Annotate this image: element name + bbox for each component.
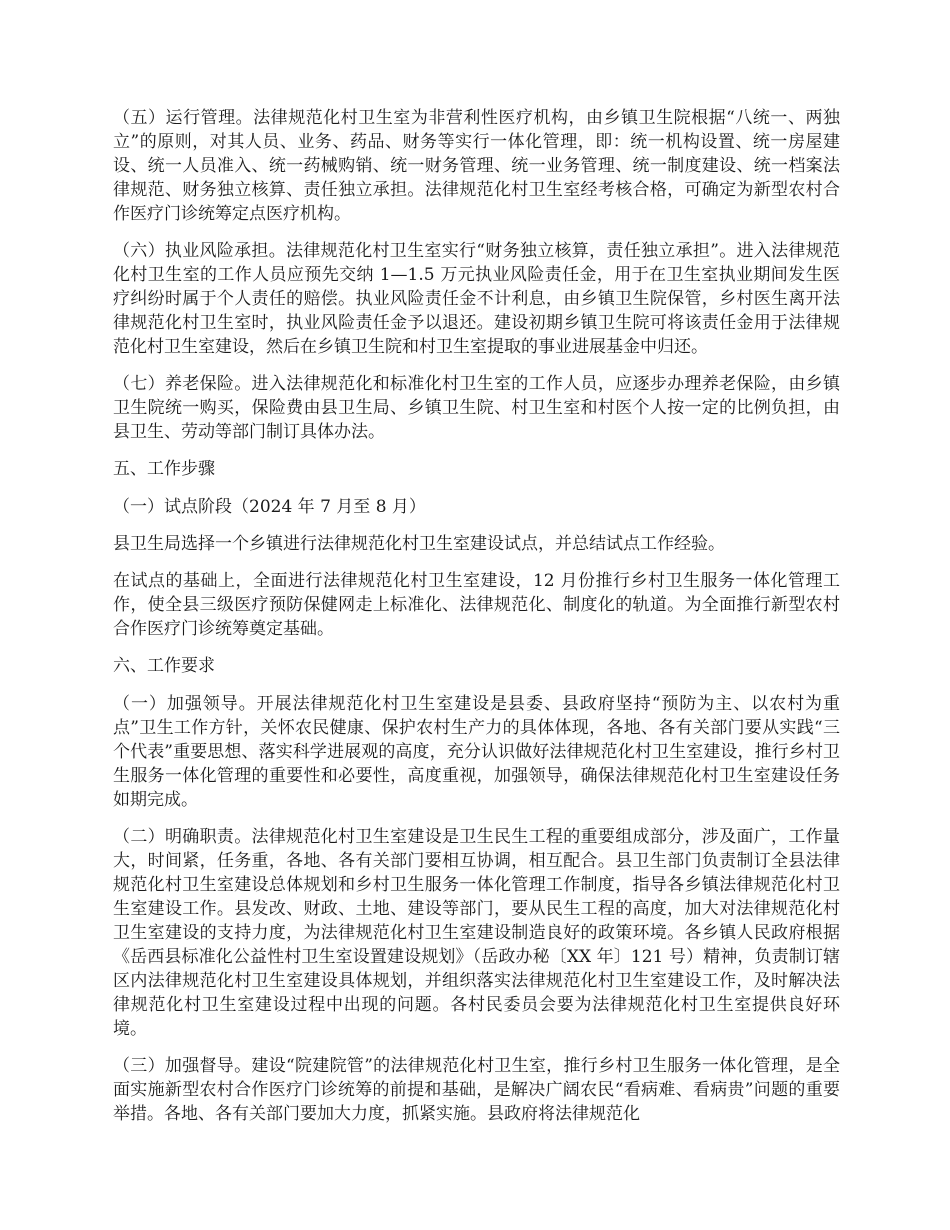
paragraph-strengthen-leadership: （一）加强领导。开展法律规范化村卫生室建设是县委、县政府坚持“预防为主、以农村为重点”卫生工作方针，关怀农民健康、保护农村生产力的具体体现，各地、各有关部门要从实践“三个代表”重要思想、落实科学进展观的高度，充分认识做好法律规范化村卫生室建设，推行乡村卫生服务一体化管理的重要性和必要性，高度重视，加强领导，确保法律规范化村卫生室建设任务如期完成。: [113, 694, 840, 810]
paragraph-operation-management: （五）运行管理。法律规范化村卫生室为非营利性医疗机构，由乡镇卫生院根据“八统一、两独立”的原则，对其人员、业务、药品、财务等实行一体化管理，即：统一机构设置、统一房屋建设、统一人员准入、统一药械购销、统一财务管理、统一业务管理、统一制度建设、统一档案法律规范、财务独立核算、责任独立承担。法律规范化村卫生室经考核合格，可确定为新型农村合作医疗门诊统筹定点医疗机构。: [113, 108, 840, 224]
section-heading-work-requirements: 六、工作要求: [113, 656, 215, 676]
section-heading-work-steps: 五、工作步骤: [113, 459, 215, 479]
paragraph-full-rollout: 在试点的基础上，全面进行法律规范化村卫生室建设，12 月份推行乡村卫生服务一体化管理工作，使全县三级医疗预防保健网走上标准化、法律规范化、制度化的轨道。为全面推行新型农村合作医疗门诊统筹奠定基础。: [113, 571, 840, 639]
paragraph-practice-risk: （六）执业风险承担。法律规范化村卫生室实行“财务独立核算，责任独立承担”。进入法律规范化村卫生室的工作人员应预先交纳 1—1.5 万元执业风险责任金，用于在卫生室执业期间发生医疗纠纷时属于个人责任的赔偿。执业风险责任金不计利息，由乡镇卫生院保管，乡村医生离开法律规范化村卫生室时，执业风险责任金予以退还。建设初期乡镇卫生院可将该责任金用于法律规范化村卫生室建设，然后在乡镇卫生院和村卫生室提取的事业进展基金中归还。: [113, 241, 840, 357]
paragraph-pilot-selection: 县卫生局选择一个乡镇进行法律规范化村卫生室建设试点，并总结试点工作经验。: [113, 534, 725, 554]
document-page: [113, 106, 840, 1139]
paragraph-clarify-duties: （二）明确职责。法律规范化村卫生室建设是卫生民生工程的重要组成部分，涉及面广，工作量大，时间紧，任务重，各地、各有关部门要相互协调，相互配合。县卫生部门负责制订全县法律规范化村卫生室建设总体规划和乡村卫生服务一体化管理工作制度，指导各乡镇法律规范化村卫生室建设工作。县发改、财政、土地、建设等部门，要从民生工程的高度，加大对法律规范化村卫生室建设的支持力度，为法律规范化村卫生室建设制造良好的政策环境。各乡镇人民政府根据《岳西县标准化公益性村卫生室设置建设规划》（岳政办秘〔XX 年〕121 号）精神，负责制订辖区内法律规范化村卫生室建设具体规划，并组织落实法律规范化村卫生室建设工作，及时解决法律规范化村卫生室建设过程中出现的问题。各村民委员会要为法律规范化村卫生室提供良好环境。: [113, 827, 840, 1039]
paragraph-pension-insurance: （七）养老保险。进入法律规范化和标准化村卫生室的工作人员，应逐步办理养老保险，由乡镇卫生院统一购买，保险费由县卫生局、乡镇卫生院、村卫生室和村医个人按一定的比例负担，由县卫生、劳动等部门制订具体办法。: [113, 374, 840, 442]
paragraph-strengthen-supervision: （三）加强督导。建设“院建院管”的法律规范化村卫生室，推行乡村卫生服务一体化管理，是全面实施新型农村合作医疗门诊统筹的前提和基础，是解决广阔农民“看病难、看病贵”问题的重要举措。各地、各有关部门要加大力度，抓紧实施。县政府将法律规范化: [113, 1056, 840, 1124]
subheading-pilot-stage: （一）试点阶段（2024 年 7 月至 8 月）: [113, 497, 426, 517]
